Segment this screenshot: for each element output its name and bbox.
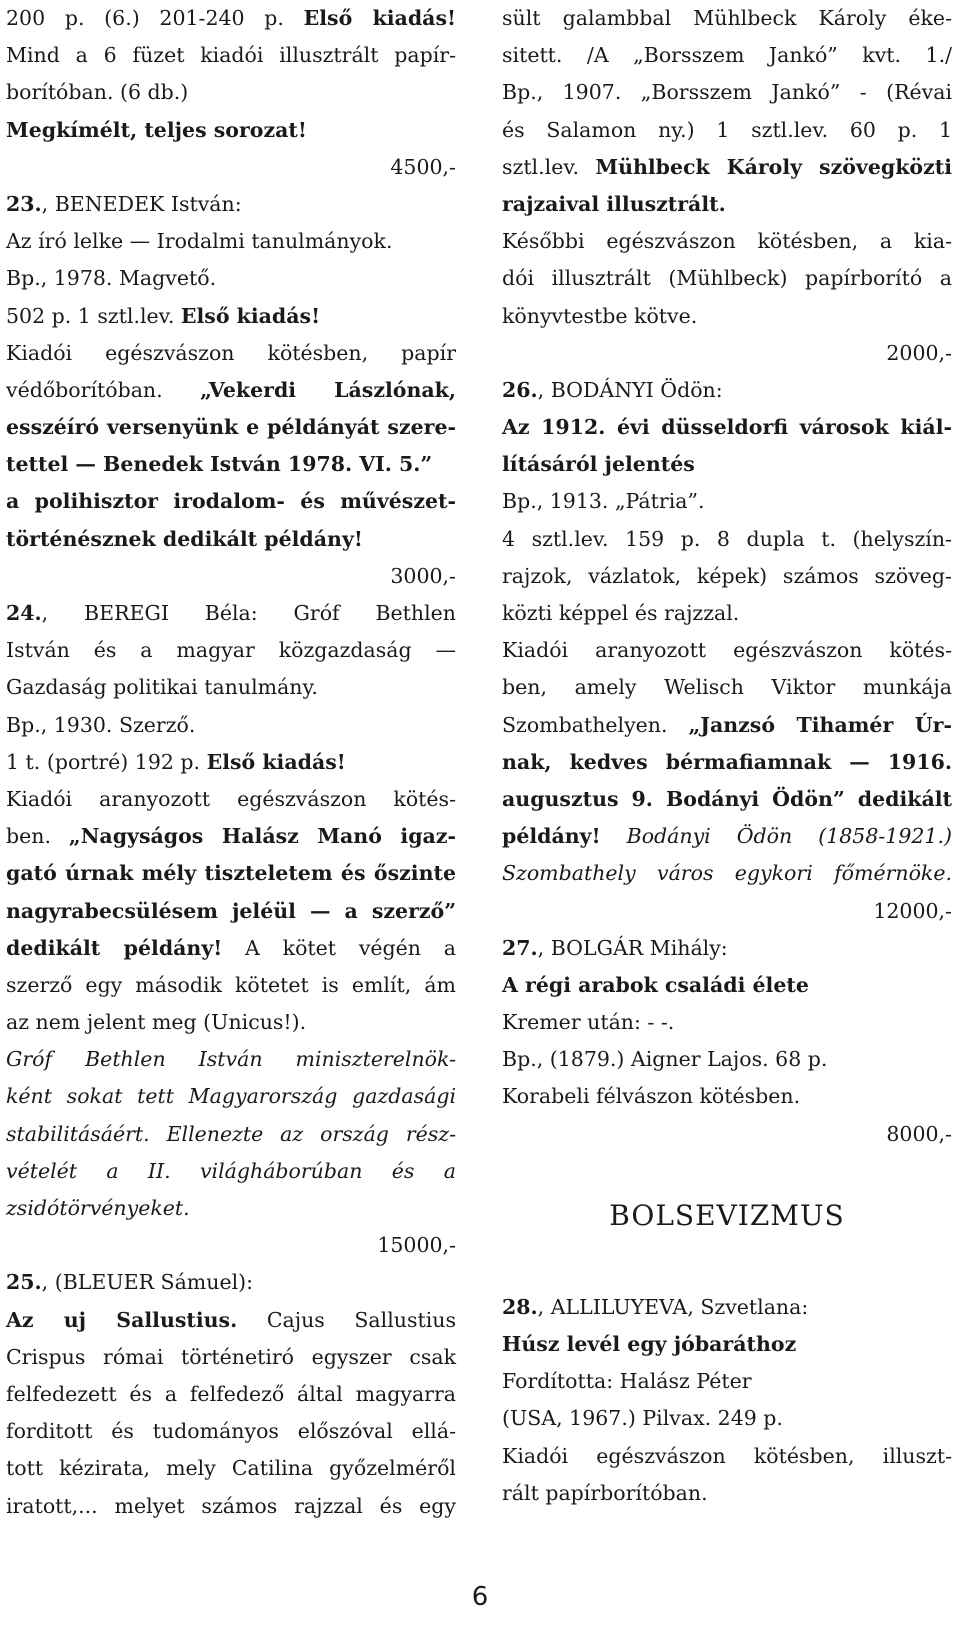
text-line: történésznek dedikált példány! (6, 526, 363, 551)
text-line: Bp., 1930. Szerző. (6, 712, 196, 737)
price-line: 12000,- (873, 898, 952, 923)
text-line: Bp., 1907. „Borsszem Jankó” - (Révai (502, 80, 952, 105)
text-line: védőborítóban. „Vekerdi Lászlónak, (6, 377, 456, 402)
text-line: ben. „Nagyságos Halász Manó igaz- (6, 824, 456, 849)
text-line: 27., BOLGÁR Mihály: (502, 935, 728, 960)
text-line: nagyrabecsülésem jeléül — a szerző” (6, 898, 456, 923)
text-line: Korabeli félvászon kötésben. (502, 1084, 801, 1109)
text-line: Kremer után: - -. (502, 1010, 675, 1035)
text-line: rajzaival illusztrált. (502, 191, 726, 216)
text-line: és Salamon ny.) 1 sztl.lev. 60 p. 1 (502, 117, 952, 142)
text-line: Mind a 6 füzet kiadói illusztrált papír- (6, 43, 456, 68)
text-line: zsidótörvényeket. (6, 1196, 190, 1220)
text-line: Fordította: Halász Péter (502, 1369, 752, 1394)
price-line: 3000,- (390, 563, 456, 588)
text-line: 25., (BLEUER Sámuel): (6, 1270, 254, 1295)
text-line: felfedezett és a felfedező által magyarra (6, 1381, 456, 1406)
price-line: 8000,- (886, 1121, 952, 1146)
text-line: lításáról jelentés (502, 452, 695, 477)
text-line: Későbbi egészvászon kötésben, a kia- (502, 229, 952, 254)
text-line: Az uj Sallustius. Cajus Sallustius (6, 1307, 457, 1332)
page-number: 6 (471, 1582, 489, 1612)
text-line: vételét a II. világháborúban és a (6, 1158, 456, 1183)
text-line: István és a magyar közgazdaság — (6, 638, 456, 663)
text-line: Bp., 1978. Magvető. (6, 266, 217, 291)
text-line: forditott és tudományos előszóval ellá- (6, 1419, 456, 1444)
text-line: sitett. /A „Borsszem Jankó” kvt. 1./ (502, 43, 952, 68)
text-line: Szombathelyen. „Janzsó Tihamér Úr- (502, 712, 952, 737)
text-line: sztl.lev. Mühlbeck Károly szövegközti (502, 154, 952, 179)
price-line: 2000,- (886, 340, 952, 365)
text-line: az nem jelent meg (Unicus!). (6, 1010, 307, 1035)
text-line: 24., BEREGI Béla: Gróf Bethlen (6, 601, 456, 625)
right-column (502, 0, 952, 1512)
price-line: 15000,- (377, 1233, 456, 1258)
text-line: 1 t. (portré) 192 p. Első kiadás! (6, 749, 346, 774)
text-line: 28., ALLILUYEVA, Szvetlana: (502, 1294, 809, 1319)
text-line: ben, amely Welisch Viktor munkája (502, 675, 952, 700)
text-line: tettel — Benedek István 1978. VI. 5.” (6, 452, 433, 477)
text-line: ként sokat tett Magyarország gazdasági (6, 1084, 456, 1109)
text-line: Kiadói egészvászon kötésben, illuszt- (502, 1443, 952, 1468)
text-line: közti képpel és rajzzal. (502, 601, 740, 625)
text-line: példány! Bodányi Ödön (1858-1921.) (502, 824, 952, 849)
text-line: 502 p. 1 sztl.lev. Első kiadás! (6, 303, 321, 328)
text-line: dedikált példány! A kötet végén a (6, 935, 457, 960)
text-line: Crispus római történetiró egyszer csak (6, 1344, 456, 1369)
text-line: Szombathely város egykori főmérnöke. (502, 861, 952, 886)
text-line: iratott,... melyet számos rajzzal és egy (6, 1493, 456, 1518)
left-column (6, 0, 456, 1525)
text-line: Az 1912. évi düsseldorfi városok kiál- (502, 415, 952, 440)
text-line: Húsz levél egy jóbaráthoz (502, 1332, 797, 1356)
text-line: A régi arabok családi élete (502, 972, 809, 997)
text-line: Az író lelke — Irodalmi tanulmányok. (6, 229, 393, 254)
text-line: 4 sztl.lev. 159 p. 8 dupla t. (helyszín- (502, 526, 952, 551)
text-line: dói illusztrált (Mühlbeck) papírborító a (502, 266, 952, 291)
text-line: gató úrnak mély tiszteletem és őszinte (6, 861, 456, 886)
text-line: borítóban. (6 db.) (6, 80, 189, 105)
text-line: Gazdaság politikai tanulmány. (6, 675, 318, 700)
text-line: esszéíró versenyünk e példányát szere- (6, 415, 456, 440)
text-line: 26., BODÁNYI Ödön: (502, 377, 723, 402)
text-line: augusztus 9. Bodányi Ödön” dedikált (502, 786, 952, 811)
text-line: sült galambbal Mühlbeck Károly éke- (502, 6, 952, 30)
text-line: könyvtestbe kötve. (502, 303, 698, 328)
text-line: rajzok, vázlatok, képek) számos szöveg- (502, 563, 952, 588)
text-line: Bp., (1879.) Aigner Lajos. 68 p. (502, 1047, 828, 1072)
text-line: rált papírborítóban. (502, 1480, 708, 1505)
price-line: 4500,- (390, 154, 456, 179)
text-line: tott kézirata, mely Catilina győzelméről (6, 1456, 456, 1481)
text-line: Bp., 1913. „Pátria”. (502, 489, 705, 514)
text-line: Kiadói aranyozott egészvászon kötés- (6, 786, 456, 811)
section-heading: BOLSEVIZMUS (609, 1198, 845, 1232)
text-line: Megkímélt, teljes sorozat! (6, 117, 307, 142)
text-line: Kiadói egészvászon kötésben, papír (6, 340, 456, 365)
text-line: nak, kedves bérmafiamnak — 1916. (502, 749, 952, 774)
text-line: Gróf Bethlen István miniszterelnök- (6, 1047, 456, 1072)
text-line: stabilitásáért. Ellenezte az ország rész- (6, 1121, 456, 1146)
text-line: 200 p. (6.) 201-240 p. Első kiadás! (6, 6, 456, 30)
text-line: szerző egy második kötetet is említ, ám (6, 972, 456, 997)
text-line: Kiadói aranyozott egészvászon kötés- (502, 638, 952, 663)
text-line: 23., BENEDEK István: (6, 191, 242, 216)
text-line: a polihisztor irodalom- és művészet- (6, 489, 456, 514)
text-line: (USA, 1967.) Pilvax. 249 p. (502, 1406, 783, 1431)
